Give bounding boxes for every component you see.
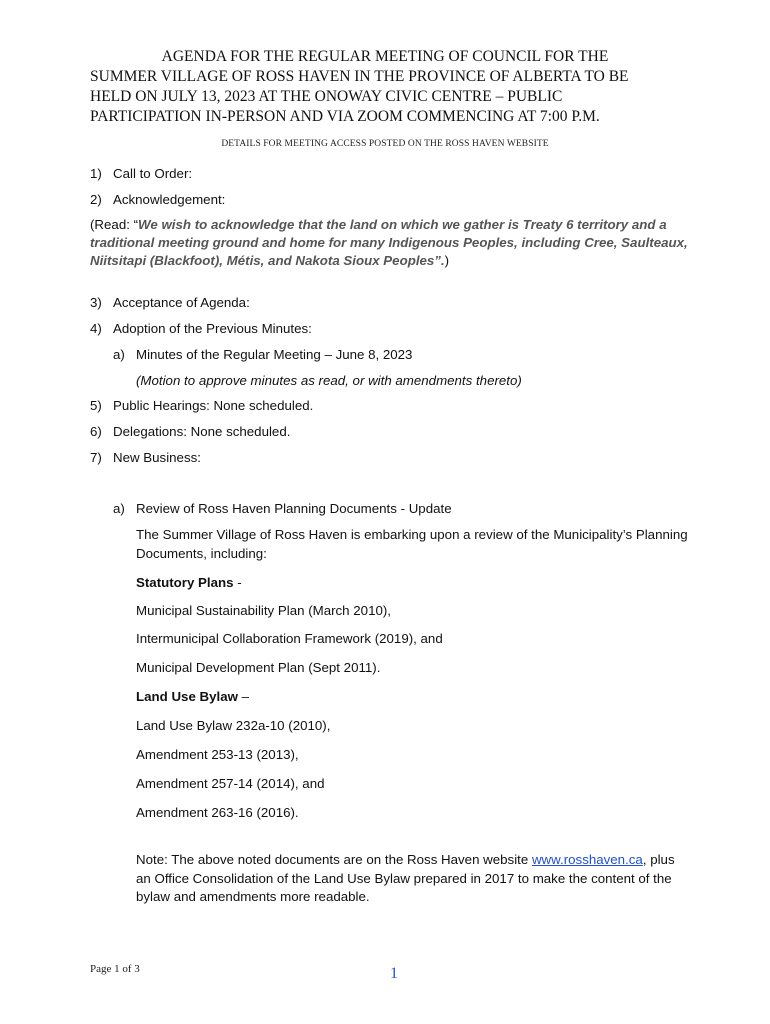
note-prefix: Note: The above noted documents are on the Ross Haven website [136, 852, 532, 867]
item-label: Call to Order: [113, 166, 193, 181]
item-label: New Business: [113, 450, 201, 465]
item-label: Minutes of the Regular Meeting – June 8, 2023 [136, 347, 413, 362]
land-acknowledgement [90, 216, 690, 270]
item-adoption [90, 320, 312, 338]
item-number: 4) [90, 321, 102, 336]
heading-text: Land Use Bylaw [136, 689, 238, 704]
meeting-access-note: DETAILS FOR MEETING ACCESS POSTED ON THE ROSS HAVEN WEBSITE [221, 139, 549, 149]
item-number: 2) [90, 192, 102, 207]
ack-prefix: (Read: “ [90, 217, 139, 232]
item-acknowledgement [90, 191, 226, 209]
statutory-plans-heading [136, 574, 242, 592]
page-title [90, 47, 680, 127]
statutory-item: Intermunicipal Collaboration Framework (2019), and [136, 631, 443, 646]
item-public-hearings [90, 397, 314, 415]
statutory-item: Municipal Development Plan (Sept 2011). [136, 660, 381, 675]
bylaw-item: Amendment 257-14 (2014), and [136, 776, 325, 791]
bylaw-item: Amendment 263-16 (2016). [136, 805, 299, 820]
item-label: Acceptance of Agenda: [113, 295, 250, 310]
bylaw-item: Land Use Bylaw 232a-10 (2010), [136, 718, 331, 733]
statutory-item: Municipal Sustainability Plan (March 2010), [136, 603, 391, 618]
title-line-3: HELD ON JULY 13, 2023 AT THE ONOWAY CIVIC CENTRE – PUBLIC [90, 88, 563, 105]
item-number: 1) [90, 166, 102, 181]
title-line-2: SUMMER VILLAGE OF ROSS HAVEN IN THE PROVINCE OF ALBERTA TO BE [90, 68, 629, 85]
motion-note: (Motion to approve minutes as read, or with amendments thereto) [136, 373, 522, 388]
item-acceptance [90, 294, 250, 312]
item-number: a) [113, 501, 125, 516]
planning-intro: The Summer Village of Ross Haven is embarking upon a review of the Municipality’s Planning Documents, including: [136, 527, 688, 561]
item-label: Review of Ross Haven Planning Documents - Update [136, 501, 452, 516]
page-label: Page 1 of 3 [90, 963, 140, 975]
new-business-a [113, 500, 452, 518]
land-use-bylaw-heading [136, 688, 249, 706]
ack-quote: We wish to acknowledge that the land on which we gather is Treaty 6 territory and a traditional meeting ground and home for many Indigenous Peoples, including Cree, Saulteaux, Niitsitapi (Blackfoot), Métis, and Nakota Sioux Peoples”. [90, 217, 688, 268]
page-number: 1 [390, 965, 398, 982]
item-label: Acknowledgement: [113, 192, 226, 207]
heading-text: Statutory Plans [136, 575, 234, 590]
item-new-business [90, 449, 201, 467]
bylaw-item: Amendment 253-13 (2013), [136, 747, 299, 762]
title-line-1: AGENDA FOR THE REGULAR MEETING OF COUNCIL FOR THE [161, 48, 609, 65]
item-number: 7) [90, 450, 102, 465]
item-label: Public Hearings: None scheduled. [113, 398, 314, 413]
item-adoption-a [113, 346, 413, 364]
title-line-4: PARTICIPATION IN-PERSON AND VIA ZOOM COMMENCING AT 7:00 P.M. [90, 108, 600, 125]
note-suffix: , plus an Office Consolidation of the Land Use Bylaw prepared in 2017 to make the content of the bylaw and amendments more readable. [136, 852, 675, 904]
item-label: Adoption of the Previous Minutes: [113, 321, 312, 336]
heading-suffix: - [233, 575, 242, 590]
item-delegations [90, 423, 291, 441]
heading-suffix: – [237, 689, 250, 704]
rosshaven-website-link[interactable]: www.rosshaven.ca [531, 852, 643, 867]
documents-note [136, 851, 681, 907]
item-number: 6) [90, 424, 102, 439]
ack-suffix: ) [444, 253, 450, 268]
item-call-to-order [90, 165, 193, 183]
item-number: a) [113, 347, 125, 362]
item-number: 5) [90, 398, 102, 413]
item-number: 3) [90, 295, 102, 310]
item-label: Delegations: None scheduled. [113, 424, 291, 439]
